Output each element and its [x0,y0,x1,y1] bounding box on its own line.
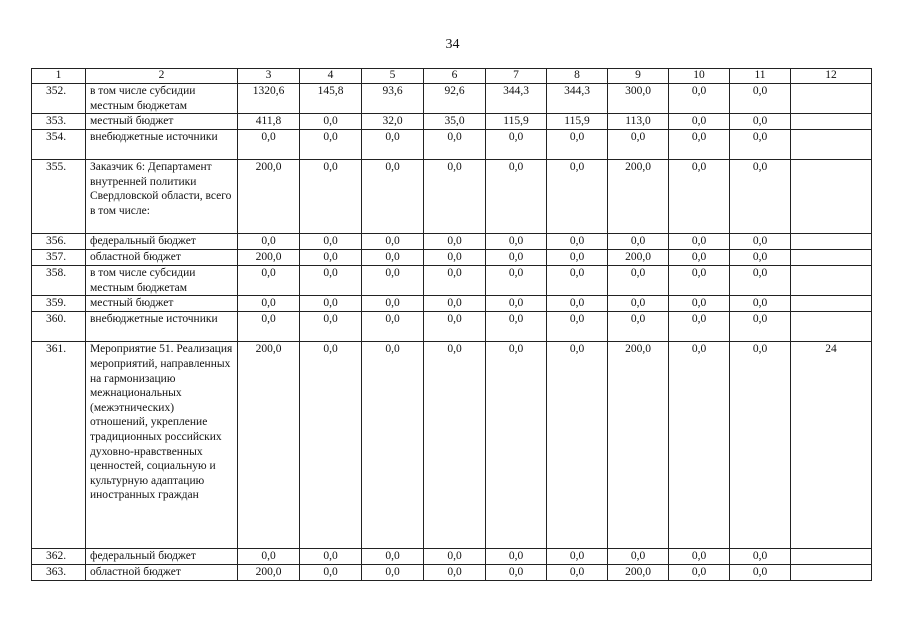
value-cell-col-10: 0,0 [669,266,730,296]
value-cell-col-9: 200,0 [608,565,669,581]
value-cell-col-4: 0,0 [300,250,362,266]
value-cell-col-3: 1320,6 [238,84,300,114]
value-cell-col-6: 92,6 [424,84,486,114]
value-cell-col-6: 35,0 [424,114,486,130]
row-number: 362. [32,549,86,565]
value-cell-col-10: 0,0 [669,84,730,114]
value-cell-col-12 [791,130,872,160]
value-cell-col-7: 0,0 [486,549,547,565]
row-description: в том числе субсидии местным бюджетам [86,84,238,114]
value-cell-col-4: 0,0 [300,342,362,549]
value-cell-col-10: 0,0 [669,565,730,581]
value-cell-col-3: 0,0 [238,234,300,250]
value-cell-col-7: 0,0 [486,234,547,250]
column-header-2: 2 [86,69,238,84]
row-number: 354. [32,130,86,160]
value-cell-col-12 [791,114,872,130]
value-cell-col-6: 0,0 [424,342,486,549]
value-cell-col-5: 0,0 [362,234,424,250]
value-cell-col-6: 0,0 [424,130,486,160]
value-cell-col-8: 0,0 [547,234,608,250]
value-cell-col-8: 0,0 [547,266,608,296]
value-cell-col-5: 0,0 [362,549,424,565]
value-cell-col-6: 0,0 [424,296,486,312]
value-cell-col-7: 0,0 [486,565,547,581]
value-cell-col-8: 0,0 [547,160,608,234]
value-cell-col-9: 300,0 [608,84,669,114]
value-cell-col-6: 0,0 [424,549,486,565]
row-description: федеральный бюджет [86,234,238,250]
value-cell-col-7: 0,0 [486,342,547,549]
value-cell-col-8: 0,0 [547,296,608,312]
value-cell-col-3: 200,0 [238,342,300,549]
value-cell-col-9: 0,0 [608,266,669,296]
column-header-3: 3 [238,69,300,84]
value-cell-col-10: 0,0 [669,296,730,312]
value-cell-col-4: 0,0 [300,266,362,296]
value-cell-col-3: 200,0 [238,565,300,581]
table-row [32,84,872,114]
value-cell-col-10: 0,0 [669,312,730,342]
value-cell-col-6: 0,0 [424,160,486,234]
row-description: внебюджетные источники [86,312,238,342]
value-cell-col-10: 0,0 [669,234,730,250]
value-cell-col-4: 0,0 [300,296,362,312]
value-cell-col-12 [791,234,872,250]
value-cell-col-6: 0,0 [424,234,486,250]
value-cell-col-9: 200,0 [608,250,669,266]
value-cell-col-12 [791,549,872,565]
value-cell-col-7: 0,0 [486,296,547,312]
value-cell-col-8: 0,0 [547,549,608,565]
row-description: федеральный бюджет [86,549,238,565]
value-cell-col-4: 0,0 [300,312,362,342]
value-cell-col-12 [791,565,872,581]
value-cell-col-10: 0,0 [669,130,730,160]
value-cell-col-8: 0,0 [547,312,608,342]
row-description: местный бюджет [86,296,238,312]
value-cell-col-11: 0,0 [730,160,791,234]
value-cell-col-5: 0,0 [362,160,424,234]
value-cell-col-7: 0,0 [486,266,547,296]
value-cell-col-10: 0,0 [669,160,730,234]
value-cell-col-8: 0,0 [547,250,608,266]
value-cell-col-5: 0,0 [362,250,424,266]
value-cell-col-12 [791,296,872,312]
column-header-1: 1 [32,69,86,84]
value-cell-col-7: 0,0 [486,130,547,160]
row-number: 361. [32,342,86,549]
value-cell-col-5: 0,0 [362,342,424,549]
row-description: местный бюджет [86,114,238,130]
value-cell-col-4: 0,0 [300,549,362,565]
value-cell-col-3: 0,0 [238,549,300,565]
value-cell-col-11: 0,0 [730,130,791,160]
table-row [32,250,872,266]
column-header-8: 8 [547,69,608,84]
value-cell-col-4: 0,0 [300,234,362,250]
row-number: 360. [32,312,86,342]
value-cell-col-5: 0,0 [362,130,424,160]
value-cell-col-11: 0,0 [730,296,791,312]
value-cell-col-7: 0,0 [486,250,547,266]
table-row [32,234,872,250]
row-number: 363. [32,565,86,581]
value-cell-col-10: 0,0 [669,114,730,130]
value-cell-col-5: 0,0 [362,296,424,312]
budget-table [31,68,872,581]
value-cell-col-11: 0,0 [730,565,791,581]
row-description: в том числе субсидии местным бюджетам [86,266,238,296]
value-cell-col-11: 0,0 [730,266,791,296]
column-header-4: 4 [300,69,362,84]
row-description: областной бюджет [86,565,238,581]
value-cell-col-5: 32,0 [362,114,424,130]
value-cell-col-12 [791,84,872,114]
value-cell-col-9: 0,0 [608,296,669,312]
column-header-12: 12 [791,69,872,84]
value-cell-col-4: 145,8 [300,84,362,114]
value-cell-col-12 [791,266,872,296]
column-header-11: 11 [730,69,791,84]
value-cell-col-11: 0,0 [730,312,791,342]
value-cell-col-3: 0,0 [238,130,300,160]
value-cell-col-6: 0,0 [424,266,486,296]
table-row [32,266,872,296]
value-cell-col-9: 0,0 [608,234,669,250]
value-cell-col-12: 24 [791,342,872,549]
row-number: 355. [32,160,86,234]
value-cell-col-5: 0,0 [362,312,424,342]
table-row [32,296,872,312]
column-header-7: 7 [486,69,547,84]
value-cell-col-8: 0,0 [547,342,608,549]
row-number: 356. [32,234,86,250]
table-row [32,114,872,130]
value-cell-col-9: 0,0 [608,312,669,342]
row-number: 359. [32,296,86,312]
value-cell-col-12 [791,250,872,266]
row-description: Мероприятие 51. Реализация мероприятий, направленных на гармонизацию межнациональных (межэтнических) отношений, укрепление традиционных российских духовно-нравственных ценностей, социальную и культурную адаптацию иностранных граждан [86,342,238,549]
table-row [32,130,872,160]
value-cell-col-11: 0,0 [730,250,791,266]
value-cell-col-9: 200,0 [608,342,669,549]
value-cell-col-3: 0,0 [238,296,300,312]
value-cell-col-4: 0,0 [300,160,362,234]
value-cell-col-5: 93,6 [362,84,424,114]
value-cell-col-4: 0,0 [300,130,362,160]
value-cell-col-9: 200,0 [608,160,669,234]
row-number: 358. [32,266,86,296]
column-header-9: 9 [608,69,669,84]
value-cell-col-8: 0,0 [547,565,608,581]
column-header-5: 5 [362,69,424,84]
value-cell-col-11: 0,0 [730,114,791,130]
value-cell-col-11: 0,0 [730,342,791,549]
value-cell-col-8: 115,9 [547,114,608,130]
value-cell-col-5: 0,0 [362,266,424,296]
value-cell-col-10: 0,0 [669,549,730,565]
value-cell-col-3: 0,0 [238,266,300,296]
row-number: 352. [32,84,86,114]
page-number: 34 [445,37,460,52]
value-cell-col-12 [791,312,872,342]
value-cell-col-11: 0,0 [730,84,791,114]
table-row [32,160,872,234]
value-cell-col-4: 0,0 [300,565,362,581]
row-number: 353. [32,114,86,130]
value-cell-col-9: 113,0 [608,114,669,130]
value-cell-col-4: 0,0 [300,114,362,130]
table-row [32,312,872,342]
value-cell-col-9: 0,0 [608,130,669,160]
table-row [32,342,872,549]
table-row [32,549,872,565]
value-cell-col-3: 200,0 [238,250,300,266]
column-header-6: 6 [424,69,486,84]
column-header-10: 10 [669,69,730,84]
value-cell-col-8: 344,3 [547,84,608,114]
value-cell-col-10: 0,0 [669,250,730,266]
table-body [32,84,872,581]
row-description: Заказчик 6: Департамент внутренней политики Свердловской области, всего в том числе: [86,160,238,234]
header-row [32,69,872,84]
value-cell-col-7: 344,3 [486,84,547,114]
value-cell-col-7: 0,0 [486,160,547,234]
value-cell-col-6: 0,0 [424,312,486,342]
value-cell-col-10: 0,0 [669,342,730,549]
value-cell-col-12 [791,160,872,234]
value-cell-col-11: 0,0 [730,549,791,565]
value-cell-col-7: 115,9 [486,114,547,130]
value-cell-col-11: 0,0 [730,234,791,250]
value-cell-col-3: 200,0 [238,160,300,234]
row-description: областной бюджет [86,250,238,266]
row-number: 357. [32,250,86,266]
value-cell-col-3: 0,0 [238,312,300,342]
table-row [32,565,872,581]
value-cell-col-9: 0,0 [608,549,669,565]
value-cell-col-6: 0,0 [424,250,486,266]
row-description: внебюджетные источники [86,130,238,160]
value-cell-col-5: 0,0 [362,565,424,581]
value-cell-col-8: 0,0 [547,130,608,160]
value-cell-col-3: 411,8 [238,114,300,130]
value-cell-col-7: 0,0 [486,312,547,342]
value-cell-col-6: 0,0 [424,565,486,581]
